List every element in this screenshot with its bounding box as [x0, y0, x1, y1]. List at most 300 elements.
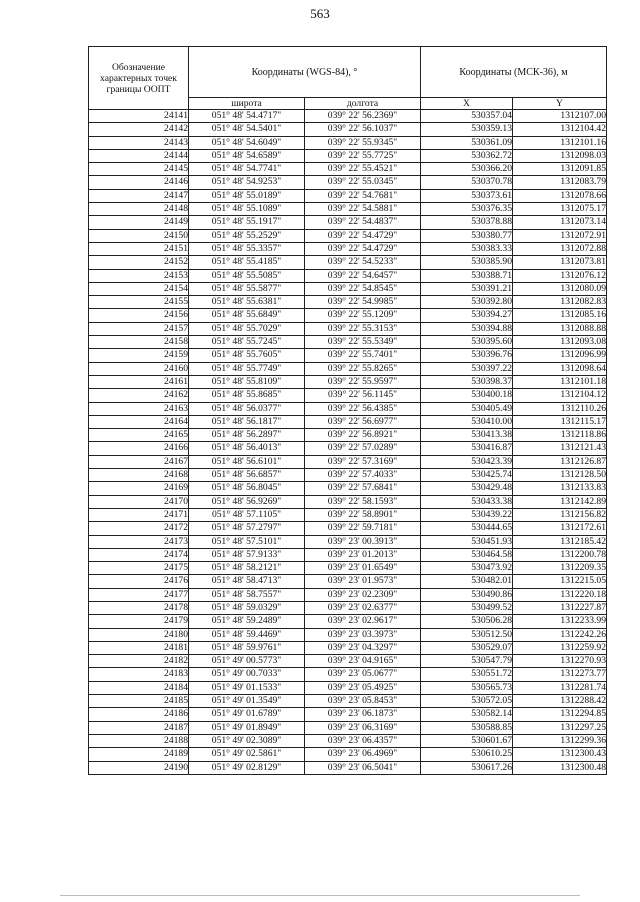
header-longitude: долгота [305, 98, 421, 110]
latitude-cell: 051° 48' 58.4713" [189, 575, 305, 588]
point-id-cell: 24185 [89, 695, 189, 708]
x-coordinate-cell: 530416.87 [421, 442, 513, 455]
y-coordinate-cell: 1312101.16 [513, 136, 607, 149]
longitude-cell: 039° 22' 55.3153" [305, 322, 421, 335]
point-id-cell: 24146 [89, 176, 189, 189]
point-id-cell: 24176 [89, 575, 189, 588]
x-coordinate-cell: 530395.60 [421, 336, 513, 349]
x-coordinate-cell: 530380.77 [421, 229, 513, 242]
y-coordinate-cell: 1312215.05 [513, 575, 607, 588]
table-row [89, 176, 607, 189]
table-row [89, 296, 607, 309]
y-coordinate-cell: 1312088.88 [513, 322, 607, 335]
table-row [89, 149, 607, 162]
longitude-cell: 039° 22' 54.8545" [305, 282, 421, 295]
longitude-cell: 039° 23' 03.3973" [305, 628, 421, 641]
longitude-cell: 039° 23' 06.5041" [305, 761, 421, 774]
x-coordinate-cell: 530551.72 [421, 668, 513, 681]
table-row [89, 429, 607, 442]
longitude-cell: 039° 23' 06.3169" [305, 721, 421, 734]
latitude-cell: 051° 48' 56.9269" [189, 495, 305, 508]
x-coordinate-cell: 530425.74 [421, 469, 513, 482]
longitude-cell: 039° 23' 00.3913" [305, 535, 421, 548]
y-coordinate-cell: 1312142.89 [513, 495, 607, 508]
longitude-cell: 039° 23' 02.9617" [305, 615, 421, 628]
y-coordinate-cell: 1312273.77 [513, 668, 607, 681]
longitude-cell: 039° 22' 56.1037" [305, 123, 421, 136]
table-row [89, 442, 607, 455]
latitude-cell: 051° 48' 55.8685" [189, 389, 305, 402]
point-id-cell: 24177 [89, 588, 189, 601]
point-id-cell: 24155 [89, 296, 189, 309]
latitude-cell: 051° 48' 55.6849" [189, 309, 305, 322]
point-id-cell: 24159 [89, 349, 189, 362]
latitude-cell: 051° 48' 55.8109" [189, 375, 305, 388]
point-id-cell: 24143 [89, 136, 189, 149]
longitude-cell: 039° 23' 01.6549" [305, 562, 421, 575]
y-coordinate-cell: 1312300.48 [513, 761, 607, 774]
point-id-cell: 24173 [89, 535, 189, 548]
longitude-cell: 039° 23' 04.3297" [305, 641, 421, 654]
point-id-cell: 24172 [89, 522, 189, 535]
point-id-cell: 24170 [89, 495, 189, 508]
longitude-cell: 039° 22' 58.8901" [305, 508, 421, 521]
table-row [89, 588, 607, 601]
x-coordinate-cell: 530396.76 [421, 349, 513, 362]
table-row [89, 601, 607, 614]
point-id-cell: 24148 [89, 203, 189, 216]
longitude-cell: 039° 23' 06.4357" [305, 734, 421, 747]
latitude-cell: 051° 48' 59.2489" [189, 615, 305, 628]
table-row [89, 575, 607, 588]
longitude-cell: 039° 22' 55.7725" [305, 149, 421, 162]
latitude-cell: 051° 48' 55.4185" [189, 256, 305, 269]
table-row [89, 362, 607, 375]
longitude-cell: 039° 22' 56.2369" [305, 110, 421, 123]
latitude-cell: 051° 49' 01.1533" [189, 681, 305, 694]
y-coordinate-cell: 1312227.87 [513, 601, 607, 614]
x-coordinate-cell: 530464.58 [421, 548, 513, 561]
latitude-cell: 051° 49' 01.3549" [189, 695, 305, 708]
latitude-cell: 051° 48' 56.2897" [189, 429, 305, 442]
table-row [89, 309, 607, 322]
table-row [89, 482, 607, 495]
table-row [89, 322, 607, 335]
table-row [89, 469, 607, 482]
point-id-cell: 24142 [89, 123, 189, 136]
latitude-cell: 051° 48' 56.6857" [189, 469, 305, 482]
latitude-cell: 051° 48' 59.9761" [189, 641, 305, 654]
y-coordinate-cell: 1312073.14 [513, 216, 607, 229]
x-coordinate-cell: 530388.71 [421, 269, 513, 282]
longitude-cell: 039° 22' 59.7181" [305, 522, 421, 535]
y-coordinate-cell: 1312096.99 [513, 349, 607, 362]
table-row [89, 402, 607, 415]
longitude-cell: 039° 22' 55.5349" [305, 336, 421, 349]
y-coordinate-cell: 1312270.93 [513, 655, 607, 668]
longitude-cell: 039° 22' 56.1145" [305, 389, 421, 402]
longitude-cell: 039° 22' 54.7681" [305, 189, 421, 202]
latitude-cell: 051° 48' 56.4013" [189, 442, 305, 455]
table-row [89, 695, 607, 708]
y-coordinate-cell: 1312101.18 [513, 375, 607, 388]
latitude-cell: 051° 48' 55.0189" [189, 189, 305, 202]
point-id-cell: 24150 [89, 229, 189, 242]
y-coordinate-cell: 1312220.18 [513, 588, 607, 601]
x-coordinate-cell: 530610.25 [421, 748, 513, 761]
latitude-cell: 051° 48' 55.7029" [189, 322, 305, 335]
longitude-cell: 039° 22' 57.4033" [305, 469, 421, 482]
y-coordinate-cell: 1312233.99 [513, 615, 607, 628]
y-coordinate-cell: 1312133.83 [513, 482, 607, 495]
longitude-cell: 039° 23' 05.0677" [305, 668, 421, 681]
y-coordinate-cell: 1312200.78 [513, 548, 607, 561]
point-id-cell: 24184 [89, 681, 189, 694]
latitude-cell: 051° 49' 02.8129" [189, 761, 305, 774]
y-coordinate-cell: 1312080.09 [513, 282, 607, 295]
x-coordinate-cell: 530361.09 [421, 136, 513, 149]
latitude-cell: 051° 48' 57.1105" [189, 508, 305, 521]
point-id-cell: 24182 [89, 655, 189, 668]
point-id-cell: 24168 [89, 469, 189, 482]
y-coordinate-cell: 1312076.12 [513, 269, 607, 282]
y-coordinate-cell: 1312082.83 [513, 296, 607, 309]
x-coordinate-cell: 530572.05 [421, 695, 513, 708]
x-coordinate-cell: 530547.79 [421, 655, 513, 668]
x-coordinate-cell: 530362.72 [421, 149, 513, 162]
point-id-cell: 24141 [89, 110, 189, 123]
point-id-cell: 24180 [89, 628, 189, 641]
table-row [89, 761, 607, 774]
table-row [89, 216, 607, 229]
longitude-cell: 039° 23' 06.4969" [305, 748, 421, 761]
point-id-cell: 24149 [89, 216, 189, 229]
table-row [89, 628, 607, 641]
table-row [89, 375, 607, 388]
x-coordinate-cell: 530366.20 [421, 163, 513, 176]
latitude-cell: 051° 48' 56.1817" [189, 415, 305, 428]
table-row [89, 163, 607, 176]
x-coordinate-cell: 530383.33 [421, 242, 513, 255]
table-row [89, 269, 607, 282]
longitude-cell: 039° 22' 55.4521" [305, 163, 421, 176]
x-coordinate-cell: 530376.35 [421, 203, 513, 216]
table-row [89, 256, 607, 269]
longitude-cell: 039° 22' 55.7401" [305, 349, 421, 362]
x-coordinate-cell: 530429.48 [421, 482, 513, 495]
latitude-cell: 051° 48' 58.2121" [189, 562, 305, 575]
table-row [89, 336, 607, 349]
x-coordinate-cell: 530529.07 [421, 641, 513, 654]
y-coordinate-cell: 1312259.92 [513, 641, 607, 654]
header-msk36: Координаты (МСК-36), м [421, 47, 607, 98]
table-row [89, 681, 607, 694]
x-coordinate-cell: 530512.50 [421, 628, 513, 641]
x-coordinate-cell: 530385.90 [421, 256, 513, 269]
latitude-cell: 051° 48' 55.5085" [189, 269, 305, 282]
y-coordinate-cell: 1312072.88 [513, 242, 607, 255]
x-coordinate-cell: 530391.21 [421, 282, 513, 295]
x-coordinate-cell: 530378.88 [421, 216, 513, 229]
x-coordinate-cell: 530490.86 [421, 588, 513, 601]
header-latitude: широта [189, 98, 305, 110]
point-id-cell: 24147 [89, 189, 189, 202]
y-coordinate-cell: 1312104.42 [513, 123, 607, 136]
coordinates-table [88, 46, 607, 775]
y-coordinate-cell: 1312078.66 [513, 189, 607, 202]
longitude-cell: 039° 22' 56.6977" [305, 415, 421, 428]
longitude-cell: 039° 22' 54.5881" [305, 203, 421, 216]
longitude-cell: 039° 23' 06.1873" [305, 708, 421, 721]
point-id-cell: 24189 [89, 748, 189, 761]
table-row [89, 229, 607, 242]
latitude-cell: 051° 48' 56.6101" [189, 455, 305, 468]
table-row [89, 415, 607, 428]
x-coordinate-cell: 530433.38 [421, 495, 513, 508]
latitude-cell: 051° 48' 57.9133" [189, 548, 305, 561]
longitude-cell: 039° 22' 54.5233" [305, 256, 421, 269]
point-id-cell: 24175 [89, 562, 189, 575]
table-row [89, 110, 607, 123]
latitude-cell: 051° 48' 54.4717" [189, 110, 305, 123]
table-row [89, 203, 607, 216]
point-id-cell: 24171 [89, 508, 189, 521]
point-id-cell: 24178 [89, 601, 189, 614]
y-coordinate-cell: 1312118.86 [513, 429, 607, 442]
x-coordinate-cell: 530357.04 [421, 110, 513, 123]
longitude-cell: 039° 22' 54.4729" [305, 229, 421, 242]
point-id-cell: 24164 [89, 415, 189, 428]
y-coordinate-cell: 1312209.35 [513, 562, 607, 575]
x-coordinate-cell: 530398.37 [421, 375, 513, 388]
y-coordinate-cell: 1312242.26 [513, 628, 607, 641]
latitude-cell: 051° 48' 57.2797" [189, 522, 305, 535]
latitude-cell: 051° 48' 59.0329" [189, 601, 305, 614]
latitude-cell: 051° 48' 55.2529" [189, 229, 305, 242]
x-coordinate-cell: 530400.18 [421, 389, 513, 402]
x-coordinate-cell: 530370.78 [421, 176, 513, 189]
y-coordinate-cell: 1312115.17 [513, 415, 607, 428]
longitude-cell: 039° 22' 55.0345" [305, 176, 421, 189]
longitude-cell: 039° 22' 55.1209" [305, 309, 421, 322]
longitude-cell: 039° 22' 54.9985" [305, 296, 421, 309]
x-coordinate-cell: 530601.67 [421, 734, 513, 747]
x-coordinate-cell: 530413.38 [421, 429, 513, 442]
x-coordinate-cell: 530394.88 [421, 322, 513, 335]
latitude-cell: 051° 48' 54.5401" [189, 123, 305, 136]
table-row [89, 389, 607, 402]
latitude-cell: 051° 49' 00.7033" [189, 668, 305, 681]
header-point-id: Обозначение характерных точек границы ООПТ [89, 47, 189, 110]
point-id-cell: 24167 [89, 455, 189, 468]
longitude-cell: 039° 22' 57.3169" [305, 455, 421, 468]
latitude-cell: 051° 48' 54.7741" [189, 163, 305, 176]
x-coordinate-cell: 530439.22 [421, 508, 513, 521]
point-id-cell: 24145 [89, 163, 189, 176]
y-coordinate-cell: 1312073.81 [513, 256, 607, 269]
table-row [89, 548, 607, 561]
x-coordinate-cell: 530405.49 [421, 402, 513, 415]
y-coordinate-cell: 1312297.25 [513, 721, 607, 734]
y-coordinate-cell: 1312107.00 [513, 110, 607, 123]
point-id-cell: 24166 [89, 442, 189, 455]
latitude-cell: 051° 48' 55.1917" [189, 216, 305, 229]
table-row [89, 655, 607, 668]
longitude-cell: 039° 22' 54.4837" [305, 216, 421, 229]
table-row [89, 748, 607, 761]
point-id-cell: 24162 [89, 389, 189, 402]
longitude-cell: 039° 23' 05.8453" [305, 695, 421, 708]
latitude-cell: 051° 48' 54.6589" [189, 149, 305, 162]
x-coordinate-cell: 530392.80 [421, 296, 513, 309]
latitude-cell: 051° 48' 55.7605" [189, 349, 305, 362]
table-row [89, 641, 607, 654]
table-row [89, 535, 607, 548]
page-bottom-rule [60, 895, 580, 896]
y-coordinate-cell: 1312098.64 [513, 362, 607, 375]
point-id-cell: 24187 [89, 721, 189, 734]
x-coordinate-cell: 530423.39 [421, 455, 513, 468]
table-row [89, 136, 607, 149]
y-coordinate-cell: 1312110.26 [513, 402, 607, 415]
point-id-cell: 24165 [89, 429, 189, 442]
point-id-cell: 24144 [89, 149, 189, 162]
table-row [89, 455, 607, 468]
longitude-cell: 039° 23' 01.9573" [305, 575, 421, 588]
y-coordinate-cell: 1312093.08 [513, 336, 607, 349]
y-coordinate-cell: 1312172.61 [513, 522, 607, 535]
point-id-cell: 24190 [89, 761, 189, 774]
latitude-cell: 051° 48' 57.5101" [189, 535, 305, 548]
latitude-cell: 051° 48' 55.7245" [189, 336, 305, 349]
y-coordinate-cell: 1312126.87 [513, 455, 607, 468]
longitude-cell: 039° 22' 55.9597" [305, 375, 421, 388]
point-id-cell: 24183 [89, 668, 189, 681]
longitude-cell: 039° 22' 55.9345" [305, 136, 421, 149]
table-row [89, 189, 607, 202]
point-id-cell: 24163 [89, 402, 189, 415]
y-coordinate-cell: 1312104.12 [513, 389, 607, 402]
latitude-cell: 051° 48' 59.4469" [189, 628, 305, 641]
x-coordinate-cell: 530451.93 [421, 535, 513, 548]
latitude-cell: 051° 48' 56.8045" [189, 482, 305, 495]
x-coordinate-cell: 530617.26 [421, 761, 513, 774]
y-coordinate-cell: 1312075.17 [513, 203, 607, 216]
longitude-cell: 039° 22' 54.4729" [305, 242, 421, 255]
y-coordinate-cell: 1312288.42 [513, 695, 607, 708]
longitude-cell: 039° 22' 54.6457" [305, 269, 421, 282]
longitude-cell: 039° 22' 57.6841" [305, 482, 421, 495]
y-coordinate-cell: 1312294.85 [513, 708, 607, 721]
latitude-cell: 051° 48' 54.9253" [189, 176, 305, 189]
x-coordinate-cell: 530473.92 [421, 562, 513, 575]
header-x: X [421, 98, 513, 110]
longitude-cell: 039° 22' 57.0289" [305, 442, 421, 455]
latitude-cell: 051° 49' 01.6789" [189, 708, 305, 721]
table-row [89, 734, 607, 747]
x-coordinate-cell: 530397.22 [421, 362, 513, 375]
x-coordinate-cell: 530410.00 [421, 415, 513, 428]
y-coordinate-cell: 1312072.91 [513, 229, 607, 242]
latitude-cell: 051° 48' 56.0377" [189, 402, 305, 415]
table-row [89, 668, 607, 681]
latitude-cell: 051° 48' 55.7749" [189, 362, 305, 375]
longitude-cell: 039° 22' 55.8265" [305, 362, 421, 375]
latitude-cell: 051° 48' 54.6049" [189, 136, 305, 149]
x-coordinate-cell: 530565.73 [421, 681, 513, 694]
table-row [89, 242, 607, 255]
x-coordinate-cell: 530394.27 [421, 309, 513, 322]
latitude-cell: 051° 48' 55.1089" [189, 203, 305, 216]
y-coordinate-cell: 1312083.79 [513, 176, 607, 189]
point-id-cell: 24174 [89, 548, 189, 561]
point-id-cell: 24156 [89, 309, 189, 322]
latitude-cell: 051° 48' 58.7557" [189, 588, 305, 601]
x-coordinate-cell: 530582.14 [421, 708, 513, 721]
point-id-cell: 24153 [89, 269, 189, 282]
latitude-cell: 051° 49' 01.8949" [189, 721, 305, 734]
y-coordinate-cell: 1312156.82 [513, 508, 607, 521]
x-coordinate-cell: 530588.85 [421, 721, 513, 734]
point-id-cell: 24151 [89, 242, 189, 255]
longitude-cell: 039° 23' 04.9165" [305, 655, 421, 668]
page-number: 563 [310, 6, 330, 21]
point-id-cell: 24181 [89, 641, 189, 654]
longitude-cell: 039° 23' 02.2309" [305, 588, 421, 601]
point-id-cell: 24161 [89, 375, 189, 388]
point-id-cell: 24160 [89, 362, 189, 375]
y-coordinate-cell: 1312128.50 [513, 469, 607, 482]
latitude-cell: 051° 49' 00.5773" [189, 655, 305, 668]
table-body [89, 110, 607, 775]
latitude-cell: 051° 49' 02.5861" [189, 748, 305, 761]
longitude-cell: 039° 22' 56.8921" [305, 429, 421, 442]
latitude-cell: 051° 48' 55.5877" [189, 282, 305, 295]
x-coordinate-cell: 530499.52 [421, 601, 513, 614]
point-id-cell: 24158 [89, 336, 189, 349]
y-coordinate-cell: 1312281.74 [513, 681, 607, 694]
table-row [89, 349, 607, 362]
point-id-cell: 24179 [89, 615, 189, 628]
longitude-cell: 039° 23' 02.6377" [305, 601, 421, 614]
y-coordinate-cell: 1312098.03 [513, 149, 607, 162]
table-row [89, 522, 607, 535]
table-row [89, 562, 607, 575]
table-row [89, 123, 607, 136]
x-coordinate-cell: 530482.01 [421, 575, 513, 588]
y-coordinate-cell: 1312085.16 [513, 309, 607, 322]
y-coordinate-cell: 1312121.43 [513, 442, 607, 455]
point-id-cell: 24186 [89, 708, 189, 721]
point-id-cell: 24152 [89, 256, 189, 269]
x-coordinate-cell: 530444.65 [421, 522, 513, 535]
table-row [89, 708, 607, 721]
table-row [89, 721, 607, 734]
point-id-cell: 24157 [89, 322, 189, 335]
latitude-cell: 051° 49' 02.3089" [189, 734, 305, 747]
header-wgs84: Координаты (WGS-84), ° [189, 47, 421, 98]
longitude-cell: 039° 23' 01.2013" [305, 548, 421, 561]
longitude-cell: 039° 23' 05.4925" [305, 681, 421, 694]
point-id-cell: 24188 [89, 734, 189, 747]
table-row [89, 615, 607, 628]
longitude-cell: 039° 22' 56.4385" [305, 402, 421, 415]
y-coordinate-cell: 1312185.42 [513, 535, 607, 548]
table-row [89, 495, 607, 508]
point-id-cell: 24154 [89, 282, 189, 295]
point-id-cell: 24169 [89, 482, 189, 495]
x-coordinate-cell: 530359.13 [421, 123, 513, 136]
